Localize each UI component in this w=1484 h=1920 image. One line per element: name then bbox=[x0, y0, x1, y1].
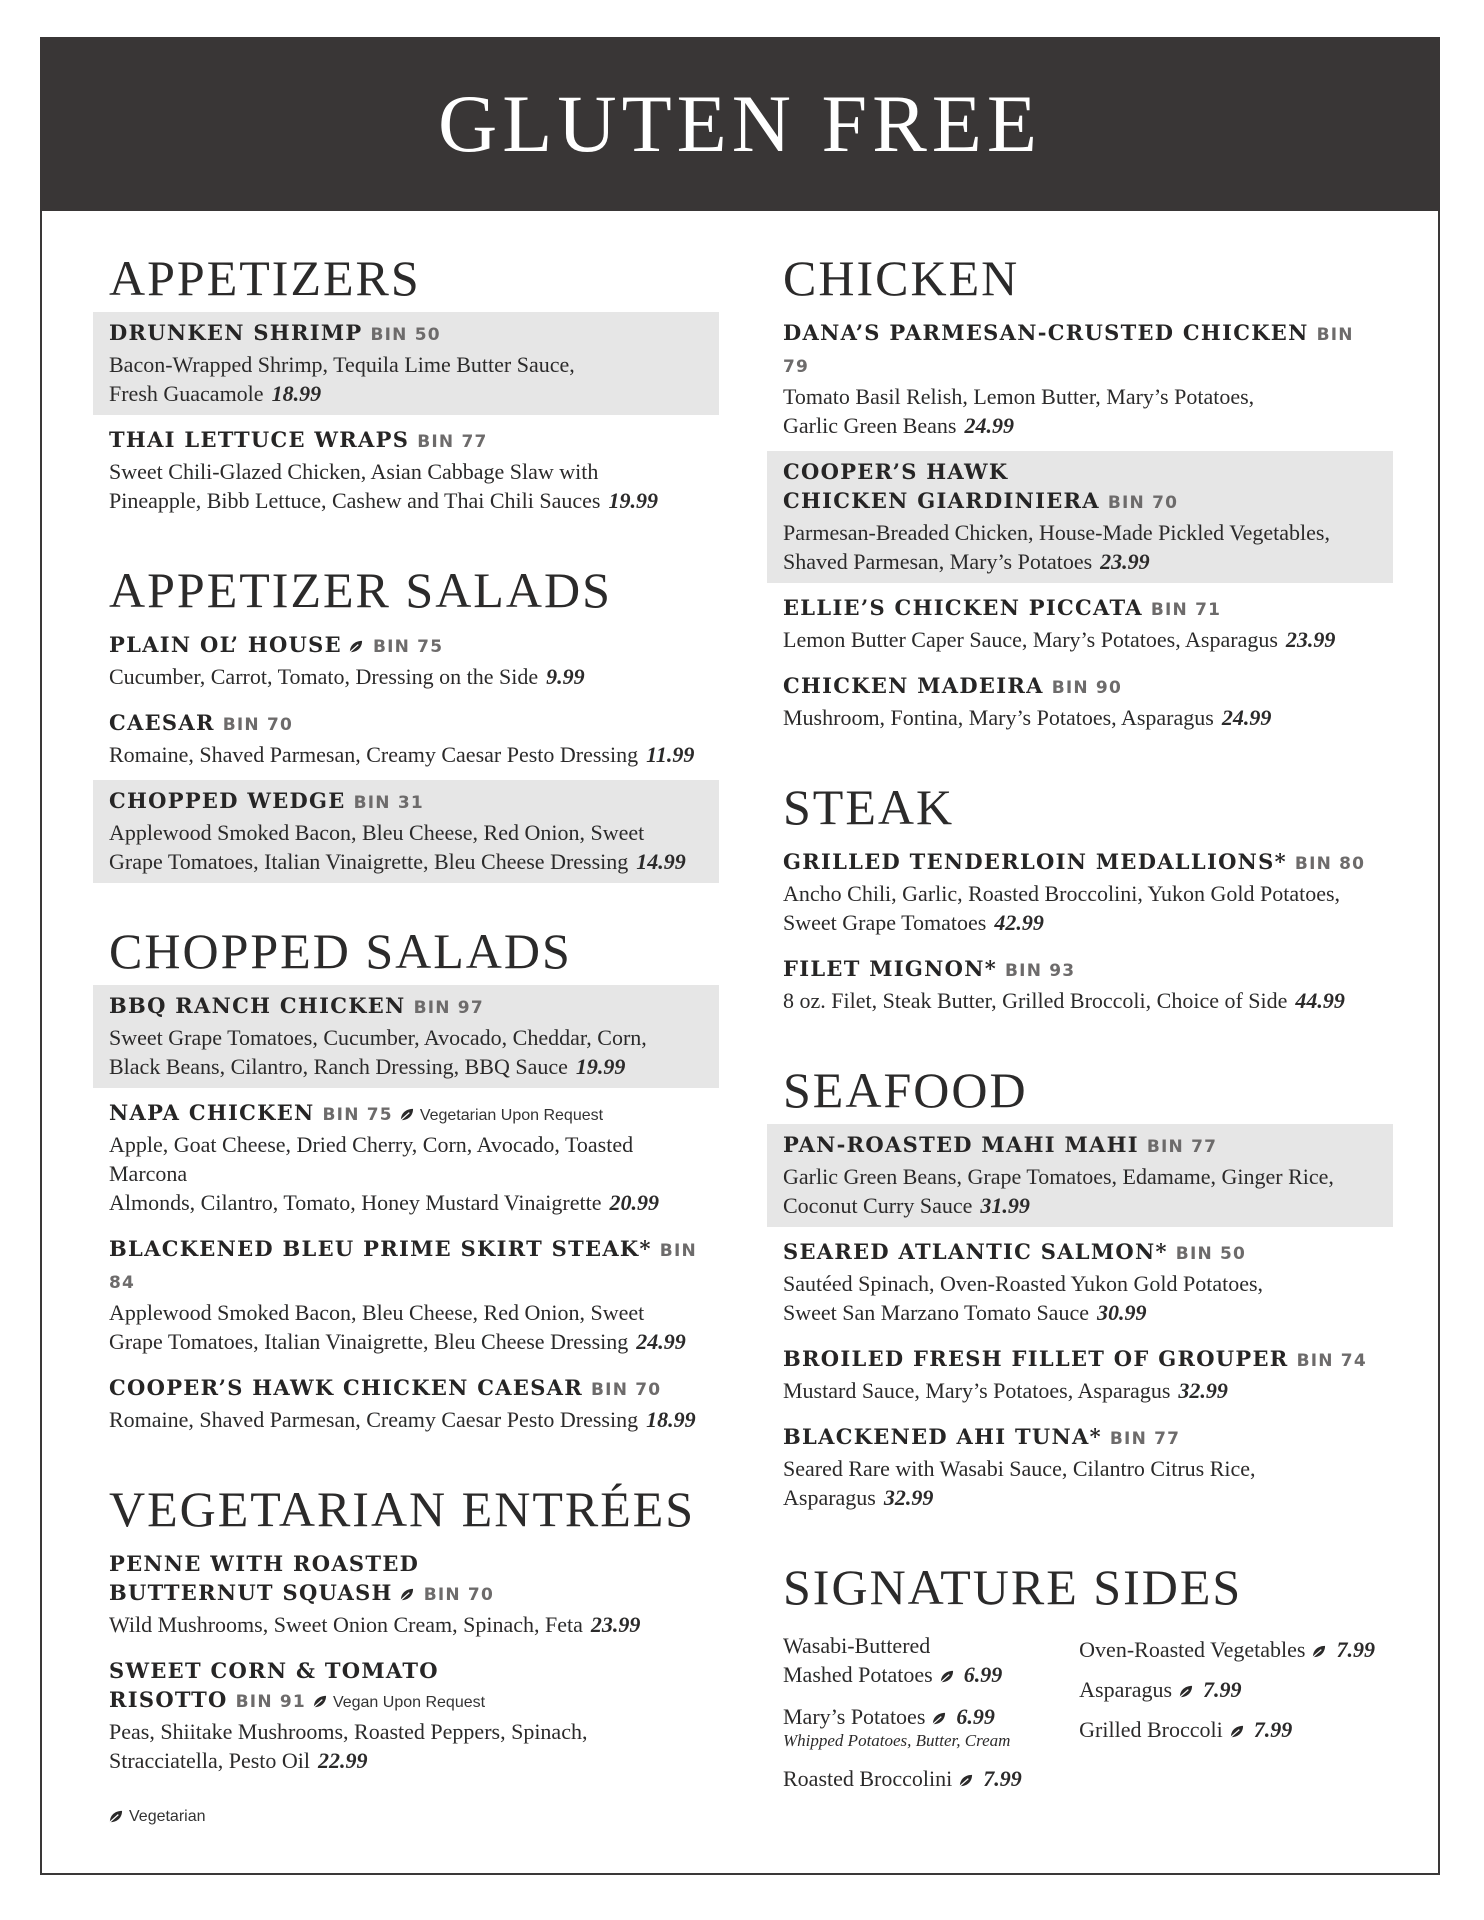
item-price: 19.99 bbox=[608, 488, 658, 513]
item-price: 32.99 bbox=[1178, 1378, 1228, 1403]
bin-label: BIN 84 bbox=[109, 1241, 697, 1293]
menu-item bbox=[93, 1228, 719, 1363]
menu-item bbox=[767, 451, 1393, 583]
bin-label: BIN 93 bbox=[1005, 961, 1076, 981]
item-name: BUTTERNUT SQUASH bbox=[109, 1580, 393, 1605]
item-desc: Garlic Green Beans, Grape Tomatoes, Edamame, Ginger Rice, bbox=[783, 1164, 1334, 1189]
section-title-appetizer-salads: APPETIZER SALADS bbox=[109, 562, 612, 618]
item-desc: Cucumber, Carrot, Tomato, Dressing on the Side bbox=[109, 664, 539, 689]
menu-item bbox=[767, 1338, 1393, 1412]
side-item bbox=[1079, 1715, 1393, 1744]
item-price: 23.99 bbox=[1285, 627, 1336, 652]
item-desc: Lemon Butter Caper Sauce, Mary’s Potatoes, Asparagus bbox=[783, 627, 1278, 652]
item-name: SEARED ATLANTIC SALMON* bbox=[783, 1239, 1168, 1264]
menu-item bbox=[93, 702, 719, 776]
bin-label: BIN 79 bbox=[783, 325, 1354, 377]
item-desc: 8 oz. Filet, Steak Butter, Grilled Broccoli, Choice of Side bbox=[783, 988, 1288, 1013]
leaf-icon bbox=[312, 1694, 327, 1709]
leaf-icon bbox=[1178, 1684, 1193, 1699]
side-item bbox=[1079, 1635, 1393, 1664]
side-item bbox=[783, 1764, 1079, 1793]
menu-item bbox=[93, 1367, 719, 1441]
item-desc: Sweet Grape Tomatoes bbox=[783, 910, 987, 935]
item-desc: Almonds, Cilantro, Tomato, Honey Mustard Vinaigrette bbox=[109, 1190, 602, 1215]
legend bbox=[108, 1808, 206, 1826]
section-title-sides: SIGNATURE SIDES bbox=[783, 1559, 1243, 1615]
item-desc: Seared Rare with Wasabi Sauce, Cilantro Citrus Rice, bbox=[783, 1456, 1256, 1481]
item-name: BLACKENED AHI TUNA* bbox=[783, 1424, 1102, 1449]
side-name: Oven-Roasted Vegetables bbox=[1079, 1637, 1306, 1662]
side-price: 6.99 bbox=[963, 1662, 1003, 1687]
menu-item bbox=[767, 1124, 1393, 1227]
menu-item bbox=[93, 419, 719, 522]
item-name: GRILLED TENDERLOIN MEDALLIONS* bbox=[783, 849, 1287, 874]
item-price: 18.99 bbox=[271, 381, 322, 406]
item-desc: Applewood Smoked Bacon, Bleu Cheese, Red Onion, Sweet bbox=[109, 820, 645, 845]
item-name: NAPA CHICKEN bbox=[109, 1100, 315, 1125]
bin-label: BIN 90 bbox=[1051, 678, 1122, 698]
item-name: PLAIN OL’ HOUSE bbox=[109, 632, 342, 657]
left-column bbox=[93, 248, 719, 1786]
bin-label: BIN 77 bbox=[1109, 1429, 1181, 1449]
item-price: 32.99 bbox=[883, 1485, 934, 1510]
item-name: BLACKENED BLEU PRIME SKIRT STEAK* bbox=[109, 1236, 652, 1261]
item-price: 24.99 bbox=[964, 413, 1014, 438]
item-name: PENNE WITH ROASTED bbox=[109, 1551, 420, 1576]
item-name: BROILED FRESH FILLET OF GROUPER bbox=[783, 1346, 1289, 1371]
item-price: 31.99 bbox=[980, 1193, 1030, 1218]
leaf-icon bbox=[399, 1107, 414, 1122]
leaf-icon bbox=[399, 1587, 414, 1602]
item-price: 22.99 bbox=[318, 1748, 368, 1773]
item-desc: Sautéed Spinach, Oven-Roasted Yukon Gold Potatoes, bbox=[783, 1271, 1264, 1296]
item-desc: Peas, Shiitake Mushrooms, Roasted Peppers, Spinach, bbox=[109, 1719, 588, 1744]
side-subtitle: Whipped Potatoes, Butter, Cream bbox=[783, 1731, 1011, 1750]
item-price: 20.99 bbox=[609, 1190, 659, 1215]
item-desc: Mushroom, Fontina, Mary’s Potatoes, Asparagus bbox=[783, 705, 1214, 730]
item-price: 11.99 bbox=[646, 742, 695, 767]
bin-label: BIN 77 bbox=[1146, 1137, 1218, 1157]
item-name: THAI LETTUCE WRAPS bbox=[109, 427, 410, 452]
bin-label: BIN 71 bbox=[1150, 600, 1222, 620]
side-price: 7.99 bbox=[1336, 1637, 1375, 1662]
side-item bbox=[783, 1631, 1079, 1689]
item-desc: Coconut Curry Sauce bbox=[783, 1193, 973, 1218]
item-name: CHICKEN MADEIRA bbox=[783, 673, 1044, 698]
item-name: DRUNKEN SHRIMP bbox=[109, 320, 363, 345]
side-item bbox=[783, 1702, 1079, 1751]
bin-label: BIN 70 bbox=[1107, 493, 1179, 513]
item-desc: Parmesan-Breaded Chicken, House-Made Pickled Vegetables, bbox=[783, 520, 1330, 545]
item-price: 18.99 bbox=[646, 1407, 696, 1432]
bin-label: BIN 77 bbox=[417, 432, 488, 452]
leaf-icon bbox=[108, 1809, 123, 1824]
item-name: SWEET CORN & TOMATO bbox=[109, 1658, 439, 1683]
leaf-icon bbox=[1229, 1724, 1244, 1739]
item-desc: Bacon-Wrapped Shrimp, Tequila Lime Butter Sauce, bbox=[109, 352, 575, 377]
item-desc: Black Beans, Cilantro, Ranch Dressing, BBQ Sauce bbox=[109, 1054, 568, 1079]
item-name: CAESAR bbox=[109, 710, 215, 735]
side-item bbox=[1079, 1675, 1393, 1704]
bin-label: BIN 80 bbox=[1294, 854, 1366, 874]
item-desc: Stracciatella, Pesto Oil bbox=[109, 1748, 310, 1773]
item-price: 23.99 bbox=[1100, 549, 1150, 574]
item-desc: Sweet San Marzano Tomato Sauce bbox=[783, 1300, 1089, 1325]
item-desc: Applewood Smoked Bacon, Bleu Cheese, Red Onion, Sweet bbox=[109, 1300, 645, 1325]
section-title-chopped-salads: CHOPPED SALADS bbox=[109, 923, 572, 979]
item-desc: Wild Mushrooms, Sweet Onion Cream, Spinach, Feta bbox=[109, 1612, 583, 1637]
item-name: ELLIE’S CHICKEN PICCATA bbox=[783, 595, 1143, 620]
item-price: 23.99 bbox=[590, 1612, 641, 1637]
item-price: 24.99 bbox=[636, 1329, 686, 1354]
menu-item bbox=[767, 312, 1393, 447]
item-desc: Shaved Parmesan, Mary’s Potatoes bbox=[783, 549, 1093, 574]
menu-item bbox=[93, 780, 719, 883]
sides-list bbox=[767, 1631, 1393, 1806]
item-name: CHICKEN GIARDINIERA bbox=[783, 488, 1100, 513]
section-title-steak: STEAK bbox=[783, 779, 955, 835]
bin-label: BIN 70 bbox=[222, 715, 294, 735]
bin-label: BIN 74 bbox=[1296, 1351, 1367, 1371]
item-price: 19.99 bbox=[575, 1054, 626, 1079]
item-name: DANA’S PARMESAN-CRUSTED CHICKEN bbox=[783, 320, 1309, 345]
bin-label: BIN 75 bbox=[322, 1105, 393, 1125]
item-desc: Tomato Basil Relish, Lemon Butter, Mary’s Potatoes, bbox=[783, 384, 1255, 409]
item-desc: Fresh Guacamole bbox=[109, 381, 264, 406]
section-title-appetizers: APPETIZERS bbox=[109, 250, 421, 306]
bin-label: BIN 70 bbox=[423, 1585, 494, 1605]
menu-item bbox=[767, 841, 1393, 944]
item-price: 14.99 bbox=[636, 849, 686, 874]
right-column bbox=[767, 248, 1393, 1806]
item-name: CHOPPED WEDGE bbox=[109, 788, 346, 813]
item-desc: Garlic Green Beans bbox=[783, 413, 957, 438]
leaf-icon bbox=[348, 639, 363, 654]
item-price: 44.99 bbox=[1295, 988, 1345, 1013]
item-name: FILET MIGNON* bbox=[783, 956, 998, 981]
item-price: 30.99 bbox=[1096, 1300, 1147, 1325]
side-price: 7.99 bbox=[1203, 1677, 1242, 1702]
leaf-icon bbox=[958, 1773, 973, 1788]
menu-item bbox=[767, 587, 1393, 661]
side-price: 7.99 bbox=[983, 1766, 1022, 1791]
item-desc: Grape Tomatoes, Italian Vinaigrette, Bleu Cheese Dressing bbox=[109, 1329, 629, 1354]
menu-item bbox=[93, 1543, 719, 1646]
menu-item bbox=[767, 948, 1393, 1022]
page-title: GLUTEN FREE bbox=[438, 78, 1042, 169]
item-desc: Romaine, Shaved Parmesan, Creamy Caesar Pesto Dressing bbox=[109, 742, 639, 767]
side-name: Roasted Broccolini bbox=[783, 1766, 953, 1791]
bin-label: BIN 97 bbox=[413, 998, 484, 1018]
item-desc: Sweet Chili-Glazed Chicken, Asian Cabbage Slaw with bbox=[109, 459, 599, 484]
item-desc: Romaine, Shaved Parmesan, Creamy Caesar Pesto Dressing bbox=[109, 1407, 639, 1432]
side-name: Mashed Potatoes bbox=[783, 1662, 933, 1687]
menu-item bbox=[93, 624, 719, 698]
item-note: Vegan Upon Request bbox=[332, 1694, 486, 1711]
item-name: COOPER’S HAWK bbox=[783, 459, 1009, 484]
bin-label: BIN 50 bbox=[1175, 1244, 1247, 1264]
item-desc: Grape Tomatoes, Italian Vinaigrette, Bleu Cheese Dressing bbox=[109, 849, 629, 874]
leaf-icon bbox=[1311, 1644, 1326, 1659]
menu-item bbox=[93, 1092, 719, 1224]
bin-label: BIN 31 bbox=[353, 793, 424, 813]
section-title-chicken: CHICKEN bbox=[783, 250, 1020, 306]
side-name: Asparagus bbox=[1079, 1677, 1173, 1702]
title-banner bbox=[40, 37, 1440, 211]
leaf-icon bbox=[939, 1669, 954, 1684]
item-price: 24.99 bbox=[1221, 705, 1272, 730]
item-note: Vegetarian Upon Request bbox=[419, 1107, 604, 1124]
item-desc: Apple, Goat Cheese, Dried Cherry, Corn, Avocado, Toasted Marcona bbox=[109, 1132, 634, 1186]
item-name: PAN-ROASTED MAHI MAHI bbox=[783, 1132, 1139, 1157]
item-desc: Asparagus bbox=[783, 1485, 876, 1510]
item-price: 9.99 bbox=[546, 664, 585, 689]
item-name: BBQ RANCH CHICKEN bbox=[109, 993, 406, 1018]
bin-label: BIN 50 bbox=[370, 325, 441, 345]
legend-label: Vegetarian bbox=[129, 1808, 206, 1825]
item-name: COOPER’S HAWK CHICKEN CAESAR bbox=[109, 1375, 584, 1400]
side-price: 6.99 bbox=[956, 1704, 995, 1729]
item-desc: Pineapple, Bibb Lettuce, Cashew and Thai Chili Sauces bbox=[109, 488, 601, 513]
section-title-seafood: SEAFOOD bbox=[783, 1062, 1028, 1118]
menu-item bbox=[93, 985, 719, 1088]
leaf-icon bbox=[931, 1711, 946, 1726]
menu-item bbox=[767, 1231, 1393, 1334]
item-desc: Sweet Grape Tomatoes, Cucumber, Avocado, Cheddar, Corn, bbox=[109, 1025, 647, 1050]
item-name: RISOTTO bbox=[109, 1687, 228, 1712]
menu-item bbox=[93, 1650, 719, 1782]
menu-item bbox=[767, 665, 1393, 739]
menu-item bbox=[767, 1416, 1393, 1519]
side-name: Wasabi-Buttered bbox=[783, 1633, 931, 1658]
item-price: 42.99 bbox=[994, 910, 1044, 935]
menu-item bbox=[93, 312, 719, 415]
item-desc: Mustard Sauce, Mary’s Potatoes, Asparagus bbox=[783, 1378, 1171, 1403]
bin-label: BIN 91 bbox=[235, 1692, 306, 1712]
section-title-vegetarian: VEGETARIAN ENTRÉES bbox=[109, 1481, 696, 1537]
bin-label: BIN 75 bbox=[372, 637, 444, 657]
item-desc: Ancho Chili, Garlic, Roasted Broccolini, Yukon Gold Potatoes, bbox=[783, 881, 1341, 906]
side-name: Mary’s Potatoes bbox=[783, 1704, 926, 1729]
side-price: 7.99 bbox=[1253, 1717, 1293, 1742]
bin-label: BIN 70 bbox=[591, 1380, 662, 1400]
side-name: Grilled Broccoli bbox=[1079, 1717, 1223, 1742]
